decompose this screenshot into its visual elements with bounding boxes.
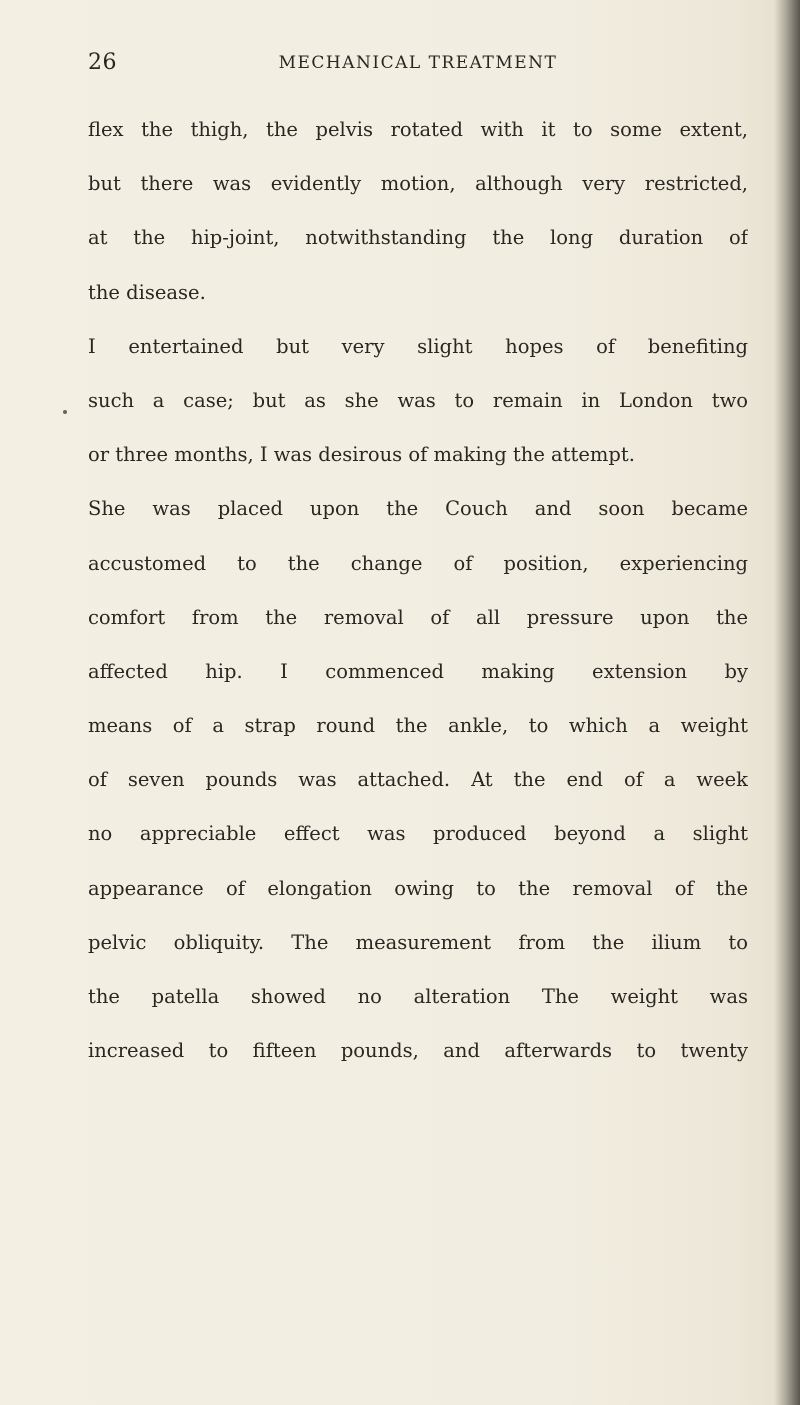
text-line: of seven pounds was attached. At the end of a week (88, 768, 748, 792)
text-line: pelvic obliquity. The measurement from the ilium to (88, 930, 748, 954)
page-edge-shadow (774, 0, 800, 1405)
text-line: comfort from the removal of all pressure upon the (88, 605, 748, 629)
text-line: but there was evidently motion, although very restricted, (88, 172, 748, 196)
paper-speck (63, 410, 67, 414)
text-line: the disease. (88, 280, 206, 304)
text-line: I entertained but very slight hopes of benefiting (88, 334, 748, 358)
page-number: 26 (88, 50, 117, 75)
text-line: or three months, I was desirous of making the attempt. (88, 443, 635, 467)
text-line: means of a strap round the ankle, to which a weight (88, 714, 748, 738)
text-line: accustomed to the change of position, experiencing (88, 551, 748, 575)
text-line: increased to fifteen pounds, and afterwards to twenty (88, 1039, 748, 1063)
text-line: at the hip-joint, notwithstanding the long duration of (88, 226, 748, 250)
page-header (88, 50, 748, 82)
text-line: affected hip. I commenced making extension by (88, 659, 748, 683)
running-head: MECHANICAL TREATMENT (278, 53, 558, 73)
text-line: appearance of elongation owing to the removal of the (88, 876, 748, 900)
body-text (88, 112, 748, 1087)
text-line: flex the thigh, the pelvis rotated with it to some extent, (88, 118, 748, 141)
text-line: such a case; but as she was to remain in London two (88, 388, 748, 412)
text-line: no appreciable effect was produced beyond a slight (88, 822, 748, 846)
text-line: She was placed upon the Couch and soon became (88, 497, 748, 521)
text-line: the patella showed no alteration The weight was (88, 985, 748, 1008)
